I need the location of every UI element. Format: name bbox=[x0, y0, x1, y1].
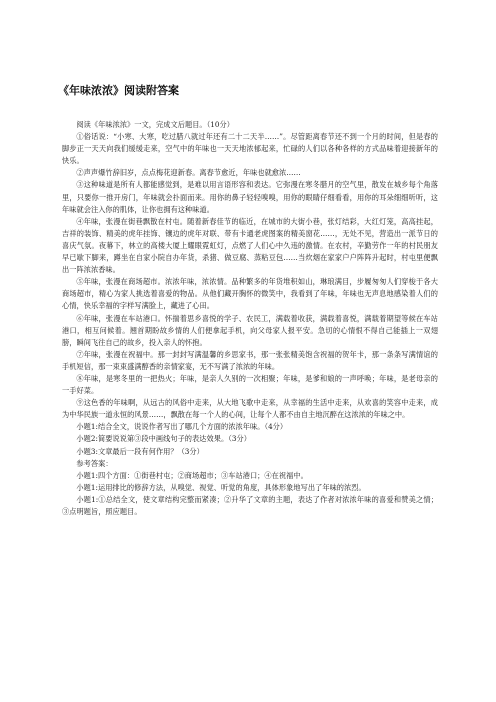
paragraph-intro: 阅读《年味浓浓》一文，完成文后题目。（10分） bbox=[76, 120, 235, 129]
paragraph-5: ⑤年味，张漫在商场超市。浓浓年味，浓浓情。品种繁多的年货堆积如山，琳琅满目，步履匆匆人们穿梭于各大商场超市，精心为家人挑选着喜爱的物品。从他们藏开胸怀的微笑中，我看到了年味，年味也无声息地感染着人们的心情，快乐幸福的字样写满脸上，藏进了心田。 bbox=[62, 277, 438, 311]
paragraph-9: ⑨这色香的年味啊，从远古的风俗中走来，从大地飞歌中走来，从幸福的生活中走来，从欢喜的笑容中走来，成为中华民族一道永恒的风景……，飘散在每一个人的心间，让每个人都不由自主地沉醉在这浓浓的年味之中。 bbox=[62, 398, 438, 420]
paragraph-8: ⑧年味，是寒冬里的一把热火；年味，是亲人久别的一次相聚；年味，是爹和娘的一声呼唤；年味，是老母亲的一手好菜。 bbox=[62, 373, 438, 396]
answer-3: 小题1:①总结全文，使文章结构完整而紧凑；②升华了文章的主题，表达了作者对浓浓年味的喜爱和赞美之情；③点明题旨，照应题目。 bbox=[62, 494, 438, 516]
paragraph-3: ③这种味道是所有人都能感觉到，是难以用言语形容和表达。它弥漫在寒冬腊月的空气里，散发在城乡每个角落里，只要你一推开房门，年味就会扑面而来。用你的鼻子轻轻嗅嗅，用你的眼睛仔细看看，用你的耳朵细细听听，这年味就会注入你的肌体，让你也拥有这种味道。 bbox=[62, 180, 438, 214]
question-1: 小题1:结合全文，说说作者写出了哪几个方面的浓浓年味。（4分） bbox=[76, 422, 288, 432]
answer-2: 小题1:运用排比的修辞方法，从嗅觉、视觉、听觉的角度，具体形象地写出了年味的浓烈。 bbox=[76, 482, 366, 492]
question-3: 小题3:文章最后一段有何作用？（3分） bbox=[76, 446, 204, 456]
document-title: 《年味浓浓》阅读附答案 bbox=[58, 84, 179, 97]
paragraph-4: ④年味，张漫在街巷飘散在村屯。随着新春佳节的临近，在城市的大街小巷，张灯结彩，大红灯笼，高高挂起，吉祥的装饰、精美的虎年挂饰、镶边的虎年对联、带有卡通老虎图案的精美窗花……，无处不见，营造出一派节日的喜庆气氛。夜幕下，林立的高楼大厦上耀眼霓虹灯，点燃了人们心中久违的激情。在农村，辛勤劳作一年的村民朋友早已歇下脚来，蹲坐在自家小院自办年货，杀猪、做豆腐、蒸粘豆包……当炊烟在家家户户阵阵升起时，村屯里便飘出一阵浓浓香味。 bbox=[62, 216, 438, 275]
paragraph-7: ⑦年味，张漫在祝福中。那一封封写满温馨的乡思家书，那一张张精美饱含祝福的贺年卡，那一条条写满情谊的手机短信，那一束束盛满醇香的亲情家宴，无不写满了浓浓的年味。 bbox=[62, 349, 438, 371]
question-2: 小题2:简要说说第③段中画线句子的表达效果。（3分） bbox=[76, 434, 251, 444]
paragraph-6: ⑥年味，张漫在车站港口。怀揣着思乡喜悦的学子、农民工，满载着收获，满载着喜悦，满载着期望等候在车站港口，相互问候着。翘首期盼故乡情的人们便拿起手机，向父母家人报平安。急切的心情恨不得自己能插上一双翅膀，瞬间飞往自己的故乡，投入亲人的怀抱。 bbox=[62, 313, 438, 347]
answer-heading: 参考答案： bbox=[76, 458, 113, 468]
answer-1: 小题1:四个方面：①街巷村屯；②商场超市；③车站港口；④在祝福中。 bbox=[76, 470, 308, 480]
paragraph-2: ②声声爆竹辞旧岁，点点梅花迎新春。离春节愈近，年味也就愈浓…… bbox=[76, 168, 301, 178]
document-body bbox=[62, 119, 438, 518]
paragraph-1: ①俗话说：“小寒、大寒，吃过腊八就过年还有二十二天半……”。尽管距离春节还不到一个月的时间，但是春的脚步正一天天向我们缓缓走来，空气中的年味也一天天地浓郁起来，忙碌的人们以各种各样的方式品味着迎接新年的快乐。 bbox=[62, 132, 438, 166]
